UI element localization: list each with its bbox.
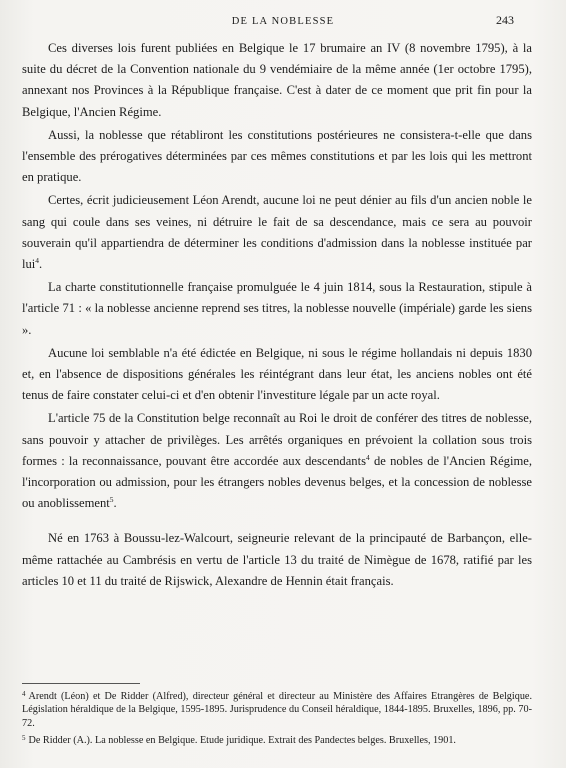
main-text bbox=[22, 38, 532, 594]
footnote-4-text: Arendt (Léon) et De Ridder (Alfred), directeur général et directeur au Ministère des Affaires Etrangères de Belgique. Législation héraldique de la Belgique, 1595-1895. Jurisprudence du Conseil héraldique, 1844-1895. Bruxelles, 1896, pp. 70-72. bbox=[22, 691, 532, 729]
footnote-5-text: De Ridder (A.). La noblesse en Belgique. Etude juridique. Extrait des Pandectes belges. Bruxelles, 1901. bbox=[28, 735, 456, 747]
paragraph-3 bbox=[22, 190, 532, 275]
page-header bbox=[0, 8, 566, 28]
footnote-4 bbox=[22, 688, 532, 730]
paragraph-4: La charte constitutionnelle française promulguée le 4 juin 1814, sous la Restauration, stipule à l'article 71 : « la noblesse ancienne reprend ses titres, la noblesse nouvelle (impériale) garde les siens ». bbox=[22, 280, 532, 337]
footnote-divider bbox=[22, 683, 140, 684]
paragraph-6-middle: de nobles de l'Ancien Régime, l'incorporation ou admission, pour les étrangers nobles devenus belges, et la concession de noblesse ou anoblissement bbox=[22, 453, 532, 511]
footnotes bbox=[22, 688, 532, 750]
paragraph-3-end: . bbox=[39, 257, 43, 272]
footnote-4-mark: 4 bbox=[22, 690, 26, 698]
footnote-5 bbox=[22, 732, 532, 747]
footnote-ref-4: 4 bbox=[35, 256, 40, 266]
paragraph-2: Aussi, la noblesse que rétabliront les constitutions postérieures ne consistera-t-elle que dans l'ensemble des prérogatives déterminées par ces mêmes constitutions et par les lois qui les mettront en pratique. bbox=[22, 127, 532, 185]
running-head: DE LA NOBLESSE bbox=[231, 16, 335, 27]
paragraph-5: Aucune loi semblable n'a été édictée en Belgique, ni sous le régime hollandais ni depuis 1830 et, en l'absence de dispositions générales les réintégrant dans leur état, les anciens nobles ont été tenus de faire constater celui-ci et d'en obtenir l'investiture légale par un acte royal. bbox=[22, 345, 532, 403]
paragraph-7: Né en 1763 à Boussu-lez-Walcourt, seigneurie relevant de la principauté de Barbançon, elle-même rattachée au Cambrésis en vertu de l'article 13 du traité de Nimègue de 1678, ratifié par les articles 10 et 11 du traité de Rijswick, Alexandre de Hennin était français. bbox=[22, 531, 532, 588]
page-number: 243 bbox=[496, 13, 514, 27]
paragraph-6 bbox=[22, 408, 532, 514]
footnote-5-mark: 5 bbox=[22, 734, 26, 743]
paragraph-6-text: L'article 75 de la Constitution belge reconnaît au Roi le droit de conférer des titres de noblesse, sans pouvoir y attacher de privilèges. Les arrêtés organiques en prévoient la collation sous trois formes : la reconnaissance, pouvant être accordée aux descendants bbox=[22, 411, 532, 468]
paragraph-6-end: . bbox=[113, 496, 117, 511]
footnote-ref-4b: 4 bbox=[365, 452, 370, 462]
paragraph-3-text: Certes, écrit judicieusement Léon Arendt, aucune loi ne peut dénier au fils d'un ancien noble le sang qui coule dans ses veines, ni détruire le fait de sa descendance, mais ce sera au pouvoir souverain qu'il appartiendra de déterminer les conditions d'admission dans la noblesse instituée par lui bbox=[22, 193, 532, 272]
paragraph-1: Ces diverses lois furent publiées en Belgique le 17 brumaire an IV (8 novembre 1795), à la suite du décret de la Convention nationale du 9 vendémiaire de la même année (1er octobre 1795), annexant nos Provinces à la République française. C'est à dater de ce moment que prit fin pour la Belgique, l'Ancien Régime. bbox=[22, 41, 532, 119]
footnote-ref-5: 5 bbox=[109, 495, 114, 505]
